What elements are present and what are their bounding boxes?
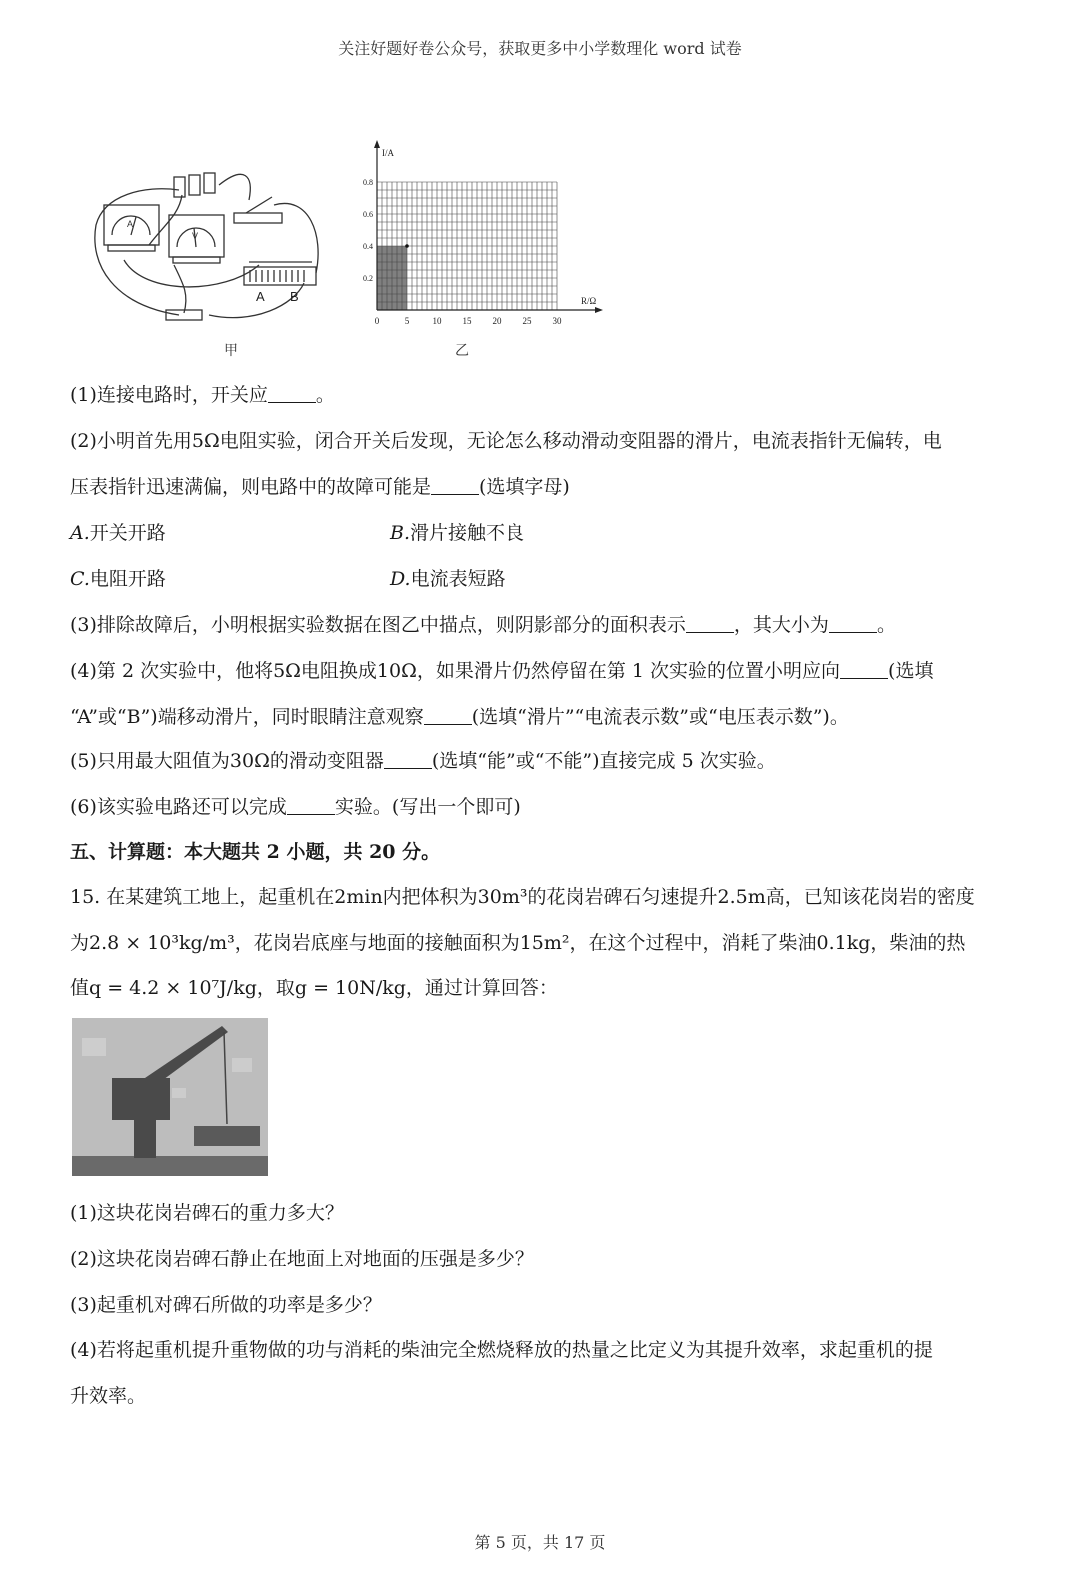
answer-blank[interactable] xyxy=(431,476,479,495)
answer-blank[interactable] xyxy=(840,660,888,679)
option-a: 开关开路 xyxy=(89,522,166,544)
q14-part4-line2: “A”或“B”)端移动滑片，同时眼睛注意观察 (选填“滑片”“电流表示数”或“电压表示数”)。 xyxy=(70,706,849,728)
q14-options-row2 xyxy=(70,564,710,591)
x-axis-label: R/Ω xyxy=(581,296,597,306)
answer-blank[interactable] xyxy=(287,796,335,815)
x-tick-label: 15 xyxy=(462,316,472,326)
rheostat-label-a: A xyxy=(256,289,265,304)
ir-graph xyxy=(352,130,612,335)
x-axis-arrow xyxy=(595,307,603,313)
q14-part1: (1)连接电路时，开关应 。 xyxy=(70,384,335,406)
answer-blank[interactable] xyxy=(424,706,472,725)
option-a-letter: A. xyxy=(70,522,90,544)
rheostat-label-b: B xyxy=(290,289,299,304)
q14-options-row1 xyxy=(70,518,710,545)
x-tick-label: 5 xyxy=(404,316,410,326)
q14-part2-line1: (2)小明首先用5Ω电阻实验，闭合开关后发现，无论怎么移动滑动变阻器的滑片，电流表指针无偏转，电 xyxy=(70,430,942,452)
crane-photo xyxy=(72,1018,268,1176)
q15-sub4-line2: 升效率。 xyxy=(70,1385,147,1407)
q14-part2-line2: 压表指针迅速满偏，则电路中的故障可能是 (选填字母) xyxy=(70,476,570,498)
y-axis-arrow xyxy=(374,140,380,148)
option-d-letter: D. xyxy=(390,568,411,590)
ammeter-label: A xyxy=(127,219,134,229)
page-header: 关注好题好卷公众号，获取更多中小学数理化 word 试卷 xyxy=(338,39,742,58)
q14-part5: (5)只用最大阻值为30Ω的滑动变阻器 (选填“能”或“不能”)直接完成 5 次实验。 xyxy=(70,750,776,772)
section-heading: 五、计算题：本大题共 2 小题，共 20 分。 xyxy=(70,841,441,863)
option-c: 电阻开路 xyxy=(89,568,166,590)
x-tick-label: 0 xyxy=(374,316,380,326)
voltmeter-label: V xyxy=(192,231,199,241)
option-b-letter: B. xyxy=(390,522,411,544)
y-tick-label: 0.8 xyxy=(363,178,373,187)
answer-blank[interactable] xyxy=(268,384,316,403)
q15-sub2: (2)这块花岗岩碑石静止在地面上对地面的压强是多少？ xyxy=(70,1248,534,1270)
q15-stem-line2: 为2.8 × 10³kg/m³，花岗岩底座与地面的接触面积为15m²，在这个过程中，消耗了柴油0.1kg，柴油的热 xyxy=(70,932,966,954)
answer-blank[interactable] xyxy=(829,614,877,633)
option-c-letter: C. xyxy=(70,568,90,590)
y-tick-label: 0.6 xyxy=(363,210,373,219)
x-tick-label: 10 xyxy=(432,316,442,326)
y-tick-label: 0.4 xyxy=(363,242,373,251)
x-tick-label: 30 xyxy=(552,316,562,326)
x-tick-label: 20 xyxy=(492,316,502,326)
q15-sub4-line1: (4)若将起重机提升重物做的功与消耗的柴油完全燃烧释放的热量之比定义为其提升效率，求起重机的提 xyxy=(70,1339,933,1361)
option-d: 电流表短路 xyxy=(410,568,506,590)
page-footer: 第 5 页，共 17 页 xyxy=(474,1533,606,1552)
q15-sub3: (3)起重机对碑石所做的功率是多少？ xyxy=(70,1294,382,1316)
figure-caption-jia: 甲 xyxy=(224,343,238,359)
figure-caption-yi: 乙 xyxy=(455,343,469,359)
q15-stem-line1: 15. 在某建筑工地上，起重机在2min内把体积为30m³的花岗岩碑石匀速提升2.5m高，已知该花岗岩的密度 xyxy=(70,886,975,908)
answer-blank[interactable] xyxy=(384,750,432,769)
q14-part3: (3)排除故障后，小明根据实验数据在图乙中描点，则阴影部分的面积表示 ，其大小为 。 xyxy=(70,614,896,636)
option-b: 滑片接触不良 xyxy=(410,522,525,544)
answer-blank[interactable] xyxy=(686,614,734,633)
x-tick-label: 25 xyxy=(522,316,532,326)
data-point xyxy=(405,244,409,248)
q14-part6: (6)该实验电路还可以完成 实验。(写出一个即可) xyxy=(70,796,521,818)
y-tick-label: 0.2 xyxy=(363,274,373,283)
y-axis-label: I/A xyxy=(382,148,394,158)
q15-stem-line3: 值q = 4.2 × 10⁷J/kg，取g = 10N/kg，通过计算回答： xyxy=(70,977,558,999)
q15-sub1: (1)这块花岗岩碑石的重力多大？ xyxy=(70,1202,344,1224)
circuit-figure xyxy=(84,155,334,335)
q14-part4-line1: (4)第 2 次实验中，他将5Ω电阻换成10Ω，如果滑片仍然停留在第 1 次实验的位置小明应向 (选填 xyxy=(70,660,934,682)
